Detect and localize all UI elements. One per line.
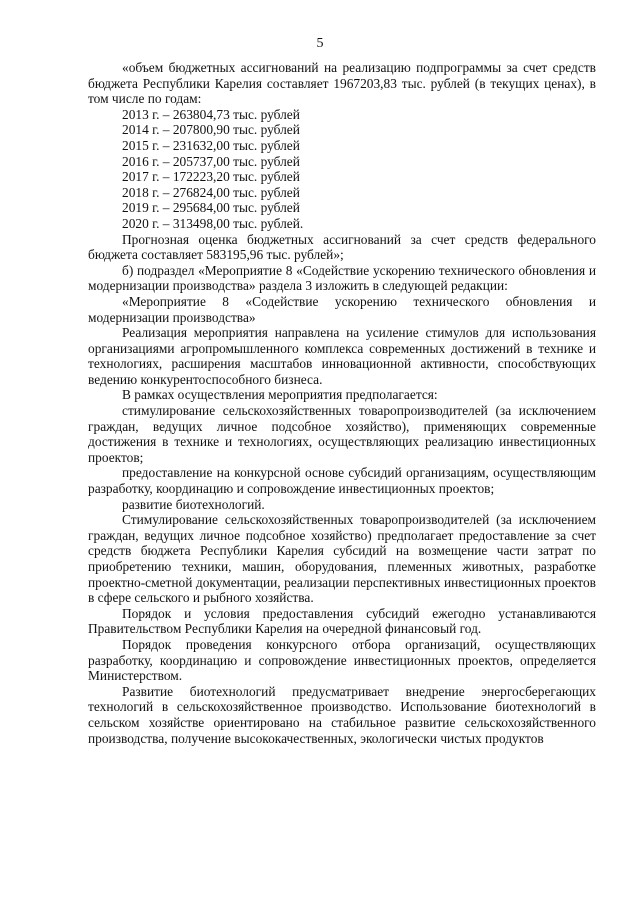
paragraph-subsidy-procedure: Порядок и условия предоставления субсидий ежегодно устанавливаются Правительством Республики Карелия на очередной финансовый год.: [88, 605, 596, 637]
body-text: [88, 60, 596, 746]
paragraph-biotech-development: Развитие биотехнологий предусматривает внедрение энергосберегающих технологий в сельскохозяйственное производство. Использование биотехнологий в сельском хозяйстве ориентировано на стабильное развитие сельскохозяйственного производства, получение высококачественных, экологически чистых продуктов: [88, 683, 596, 746]
paragraph-stimulation-details: Стимулирование сельскохозяйственных товаропроизводителей (за исключением граждан, ведущих личное подсобное хозяйство) предполагает предоставление за счет средств бюджета Республики Карелия субсидий на возмещение части затрат по приобретению техники, машин, оборудования, племенных животных, разработке проектно-сметной документации, реализации перспективных инвестиционных проектов в сфере сельского и рыбного хозяйства.: [88, 512, 596, 606]
paragraph-federal-estimate: Прогнозная оценка бюджетных ассигнований за счет средств федерального бюджета составляет 583195,96 тыс. рублей»;: [88, 231, 596, 263]
page-number: 5: [316, 36, 324, 51]
year-line-2020: 2020 г. – 313498,00 тыс. рублей.: [122, 215, 304, 231]
year-line-2013: 2013 г. – 263804,73 тыс. рублей: [122, 106, 300, 122]
paragraph-measure-goal: Реализация мероприятия направлена на усиление стимулов для использования организациями агропромышленного комплекса современных достижений в технике и технологиях, расширения масштабов инновационной активности, способствующих ведению конкурентоспособного бизнеса.: [88, 325, 596, 387]
year-line-2016: 2016 г. – 205737,00 тыс. рублей: [122, 153, 300, 169]
paragraph-item-subsidies: предоставление на конкурсной основе субсидий организациям, осуществляющим разработку, координацию и сопровождение инвестиционных проектов;: [88, 465, 596, 497]
paragraph-item-biotech: развитие биотехнологий.: [122, 496, 265, 512]
year-line-2017: 2017 г. – 172223,20 тыс. рублей: [122, 169, 300, 185]
paragraph-budget-intro: «объем бюджетных ассигнований на реализацию подпрограммы за счет средств бюджета Республики Карелия составляет 1967203,83 тыс. рублей (в текущих ценах), в том числе по годам:: [88, 60, 596, 107]
year-line-2018: 2018 г. – 276824,00 тыс. рублей: [122, 184, 300, 200]
paragraph-subsection-b: б) подраздел «Мероприятие 8 «Содействие ускорению технического обновления и модернизации производства» раздела 3 изложить в следующей редакции:: [88, 262, 596, 294]
year-line-2015: 2015 г. – 231632,00 тыс. рублей: [122, 137, 300, 153]
year-line-2014: 2014 г. – 207800,90 тыс. рублей: [122, 122, 300, 138]
year-line-2019: 2019 г. – 295684,00 тыс. рублей: [122, 200, 300, 216]
paragraph-measure-8-title: «Мероприятие 8 «Содействие ускорению технического обновления и модернизации производства»: [88, 293, 596, 325]
paragraph-selection-procedure: Порядок проведения конкурсного отбора организаций, осуществляющих разработку, координацию и сопровождение инвестиционных проектов, определяется Министерством.: [88, 636, 596, 684]
paragraph-measure-scope: В рамках осуществления мероприятия предполагается:: [122, 387, 438, 403]
paragraph-item-stimulation: стимулирование сельскохозяйственных товаропроизводителей (за исключением граждан, ведущих личное подсобное хозяйство), применяющих современные достижения в технике и технологиях, осуществляющих реализацию инвестиционных проектов;: [88, 403, 596, 465]
